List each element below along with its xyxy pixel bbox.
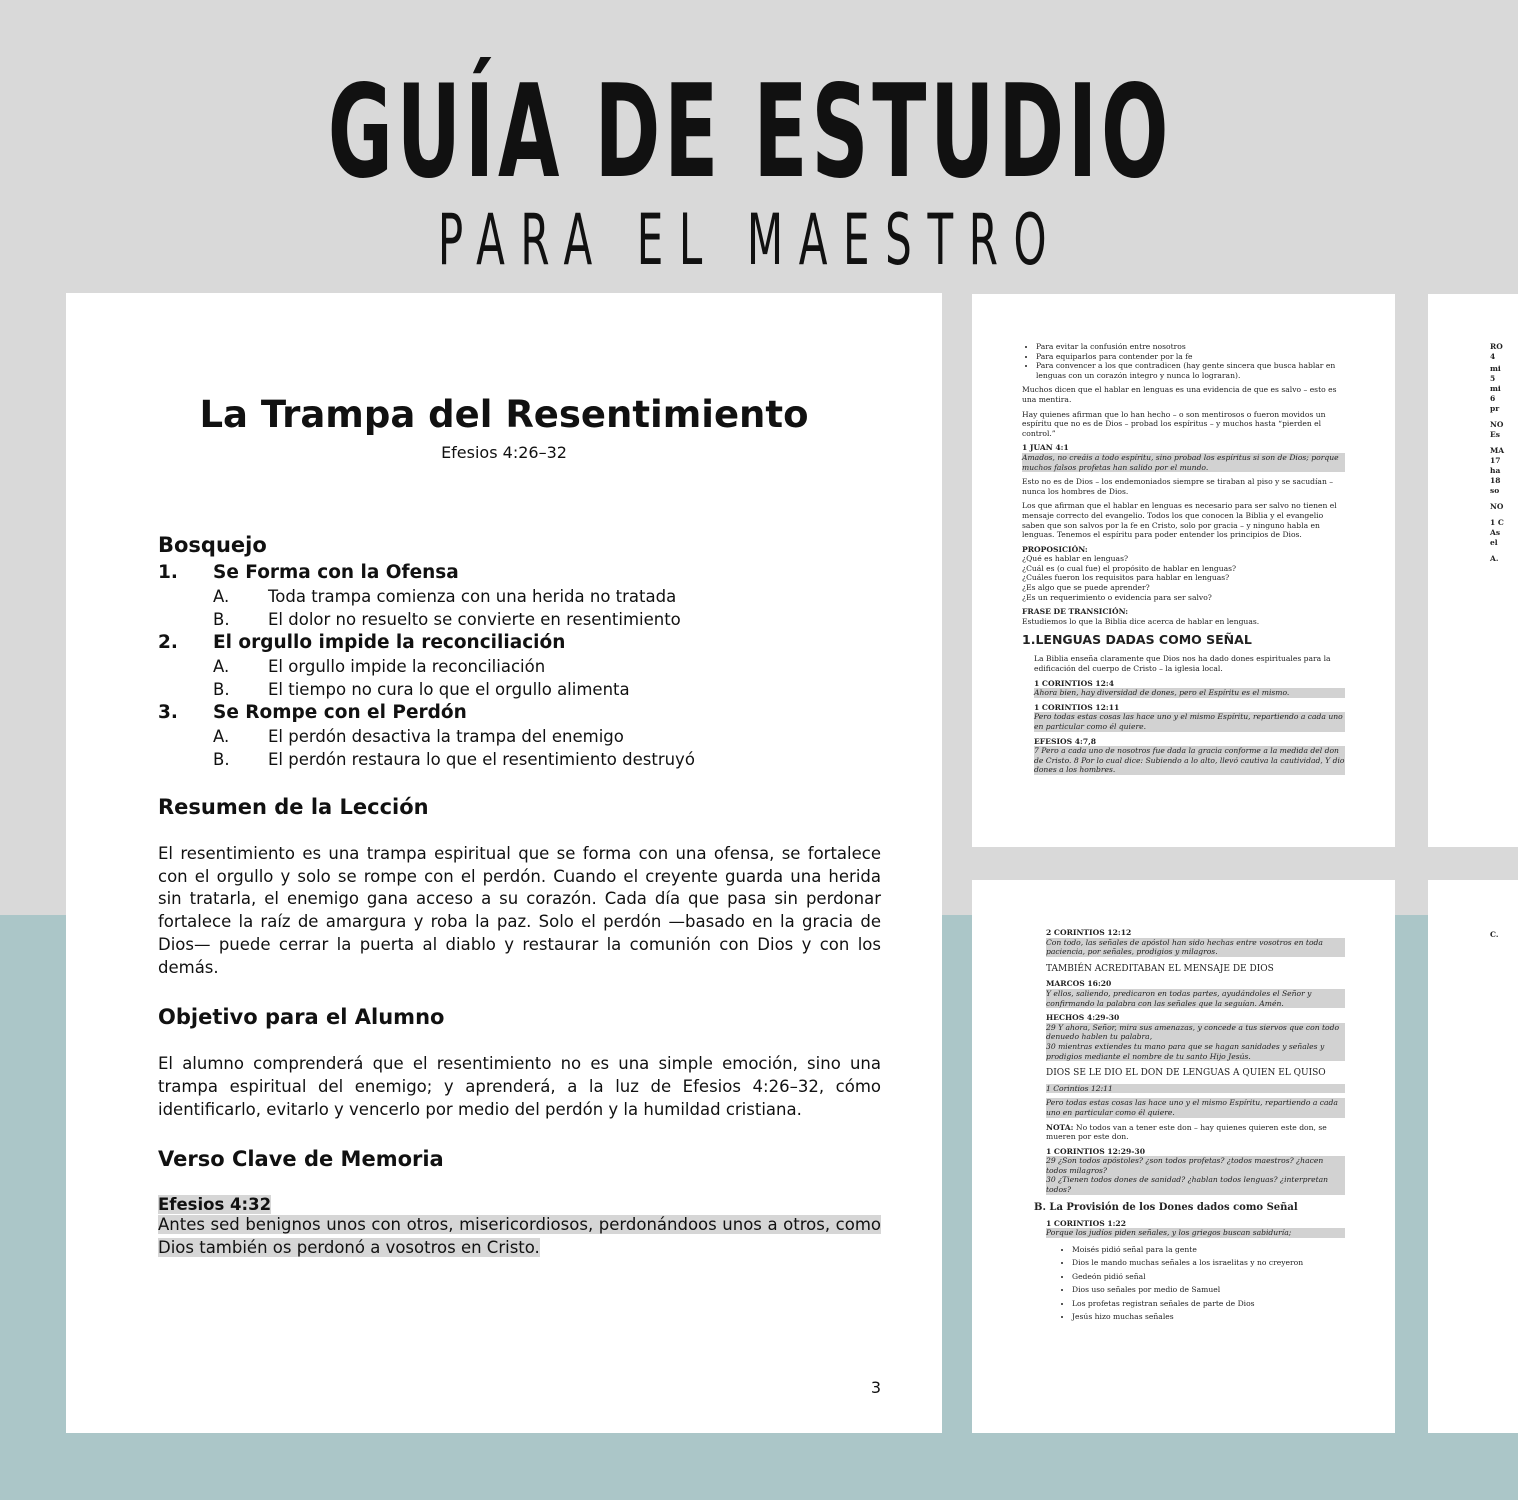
page3-verse1: Con todo, las señales de apóstol han sido hechas entre vosotros en toda paciencia, por señales, prodigios y milagros. [1046, 938, 1345, 957]
outline-subitem-text: Toda trampa comienza con una herida no tratada [268, 587, 677, 606]
outline-item-number: 3. [158, 702, 178, 723]
verse-text [158, 1214, 881, 1259]
page3-note-label: NOTA: [1046, 1122, 1074, 1132]
page3-ref6: 1 CORINTIOS 1:22 [1046, 1218, 1126, 1228]
outline-subitem-text: El orgullo impide la reconciliación [268, 657, 546, 676]
page3-verse5b: 30 ¿Tienen todos dones de sanidad? ¿hablan todos lenguas? ¿interpretan todos? [1046, 1175, 1345, 1194]
page2-section-heading: 1.LENGUAS DADAS COMO SEÑAL [1022, 632, 1252, 648]
page3-verse3a: 29 Y ahora, Señor, mira sus amenazas, y concede a tus siervos que con todo denuedo hablen tu palabra, [1046, 1023, 1345, 1042]
page4-fragment: ha [1490, 466, 1501, 475]
objective-heading: Objetivo para el Alumno [158, 1005, 445, 1030]
lesson-title: La Trampa del Resentimiento [199, 393, 809, 436]
lesson-reference: Efesios 4:26–32 [441, 443, 567, 462]
page2-prop-line: ¿Es algo que se puede aprender? [1022, 583, 1150, 593]
outline-subitem [158, 725, 881, 748]
page4-fragment: so [1490, 486, 1500, 495]
page4-fragment: el [1490, 538, 1498, 547]
page2-bullet: • Para equiparlos para contender por la fe [1036, 352, 1345, 362]
page3-bullet: • Moisés pidió señal para la gente [1072, 1243, 1345, 1257]
page2-para3: Esto no es de Dios – los endemoniados siempre se tiraban al piso y se sacudían – nunca los hombres de Dios. [1022, 477, 1334, 496]
outline-item [158, 631, 881, 655]
page4-fragment: mi [1490, 364, 1501, 373]
preview-page-2 [972, 294, 1395, 847]
outline-subitem [158, 655, 881, 678]
page2-section-body [1022, 654, 1345, 775]
page4-fragment: 6 [1490, 394, 1496, 403]
outline-subitem-text: El perdón restaura lo que el resentimiento destruyó [268, 750, 695, 769]
outline-subitem-letter: A. [213, 587, 230, 606]
page4-fragment: 4 [1490, 352, 1496, 361]
page2-para2: Hay quienes afirman que lo han hecho – o son mentirosos o fueron movidos un espíritu que no es de Dios – probad los espíritus – y muchos hasta “pierden el control.” [1022, 409, 1326, 438]
outline-subitem [158, 608, 881, 631]
outline-subitem-text: El perdón desactiva la trampa del enemigo [268, 727, 624, 746]
page3-bullets [1046, 1243, 1345, 1324]
page2-prop-line: ¿Qué es hablar en lenguas? [1022, 554, 1129, 564]
page4-fragment: mi [1490, 384, 1501, 393]
summary-heading: Resumen de la Lección [158, 795, 429, 819]
page3-content [1034, 928, 1345, 1329]
page2-para1: Muchos dicen que el hablar en lenguas es una evidencia de que es salvo – esto es una mentira. [1022, 385, 1337, 404]
page2-bullet: • Para convencer a los que contradicen (hay gente sincera que busca hablar en lenguas con un corazón integro y nunca lo lograran). [1036, 361, 1345, 380]
summary-text: El resentimiento es una trampa espiritual que se forma con una ofensa, se fortalece con el orgullo y solo se rompe con el perdón. Cuando el creyente guarda una herida sin tratarla, el enemigo gana acceso a su corazón. Cada día que pasa sin perdonar fortalece la raíz de amargura y roba la paz. Solo el perdón —basado en la gracia de Dios— puede cerrar la puerta al diablo y restaurar la comunión con Dios y con los demás. [158, 844, 881, 977]
page3-verse2: Y ellos, saliendo, predicaron en todas partes, ayudándoles el Señor y confirmando la palabra con las señales que la seguían. Amén. [1046, 989, 1345, 1008]
page3-bullet: • Gedeón pidió señal [1072, 1270, 1345, 1284]
page4-fragment: 17 [1490, 456, 1501, 465]
page3-bullet: • Dios le mando muchas señales a los israelitas y no creyeron [1072, 1256, 1345, 1270]
outline-item-label: Se Rompe con el Perdón [213, 702, 467, 723]
page3-verse4: Pero todas estas cosas las hace uno y el mismo Espíritu, repartiendo a cada uno en particular como él quiere. [1046, 1098, 1345, 1117]
page3-heading1: TAMBIÉN ACREDITABAN EL MENSAJE DE DIOS [1046, 963, 1274, 974]
page2-section-text: La Biblia enseña claramente que Dios nos ha dado dones espirituales para la edificación del cuerpo de Cristo – la iglesia local. [1034, 654, 1331, 674]
page5-fragment: C. [1490, 930, 1499, 939]
verse-heading: Verso Clave de Memoria [158, 1147, 444, 1172]
page2-content [1022, 342, 1345, 780]
page3-ref2: MARCOS 16:20 [1046, 979, 1112, 989]
page4-fragment: pr [1490, 404, 1500, 413]
outline-item-label: Se Forma con la Ofensa [213, 562, 459, 583]
outline-subitem-letter: B. [213, 610, 230, 629]
page4-fragment: MA [1490, 446, 1505, 455]
page2-prop-line: ¿Cuáles fueron los requisitos para hablar en lenguas? [1022, 573, 1230, 583]
page2-verse4: 7 Pero a cada uno de nosotros fue dada la gracia conforme a la medida del don de Cristo. 8 Por lo cual dice: Subiendo a lo alto, llevó cautiva la cautividad, Y dio dones a los hombres. [1034, 746, 1345, 775]
page2-ref2: 1 CORINTIOS 12:4 [1034, 678, 1114, 688]
page3-note-text: No todos van a tener este don – hay quienes quieren este don, se mueren por este don. [1046, 1122, 1327, 1142]
page4-fragment: Es [1490, 430, 1500, 439]
page2-prop-lines [1022, 554, 1345, 602]
page3-ref5: 1 CORINTIOS 12:29-30 [1046, 1146, 1145, 1156]
header-subtitle: PARA EL MAESTRO [437, 199, 1063, 281]
page3-note [1046, 1123, 1345, 1142]
page2-prop-line: ¿Cuál es (o cual fue) el propósito de hablar en lenguas? [1022, 563, 1237, 573]
preview-page-4-partial [1428, 294, 1518, 847]
page3-section-heading: B. La Provisión de los Dones dados como Señal [1034, 1201, 1298, 1213]
page3-ref1: 2 CORINTIOS 12:12 [1046, 928, 1132, 937]
outline-item-number: 1. [158, 562, 178, 583]
objective-text: El alumno comprenderá que el resentimiento no es una simple emoción, sino una trampa espiritual del enemigo; y aprenderá, a la luz de Efesios 4:26–32, cómo identificarlo, evitarlo y vencerlo por medio del perdón y la humildad cristiana. [158, 1054, 881, 1119]
page4-fragment: 18 [1490, 476, 1501, 485]
page3-ref3: HECHOS 4:29-30 [1046, 1013, 1120, 1023]
page2-trans-text: Estudiemos lo que la Biblia dice acerca de hablar en lenguas. [1022, 616, 1260, 626]
page2-ref1: 1 JUAN 4:1 [1022, 443, 1069, 453]
page4-fragment: 1 C [1490, 518, 1504, 527]
outline-subitem-letter: B. [213, 750, 230, 769]
page2-ref3: 1 CORINTIOS 12:11 [1034, 702, 1120, 712]
outline-subitem-text: El tiempo no cura lo que el orgullo alimenta [268, 680, 630, 699]
page4-fragment: NO [1490, 420, 1504, 429]
outline-item [158, 701, 881, 725]
page2-verse3: Pero todas estas cosas las hace uno y el mismo Espíritu, repartiendo a cada uno en particular como él quiere. [1034, 712, 1345, 731]
header-title: GUÍA DE ESTUDIO [327, 58, 1173, 207]
page4-fragment: As [1490, 528, 1501, 537]
page2-bullet: • Para evitar la confusión entre nosotros [1036, 342, 1345, 352]
verse-text-highlight: Antes sed benignos unos con otros, misericordiosos, perdonándoos unos a otros, como Dios también os perdonó a vosotros en Cristo. [158, 1215, 881, 1258]
page3-heading2: DIOS SE LE DIO EL DON DE LENGUAS A QUIEN EL QUISO [1046, 1068, 1326, 1079]
outline-subitem-letter: B. [213, 680, 230, 699]
main-page [66, 293, 942, 1433]
outline-list [158, 561, 881, 771]
page2-prop-label: PROPOSICIÓN: [1022, 544, 1088, 554]
page4-fragment: NO [1490, 502, 1504, 511]
preview-page-3 [972, 880, 1395, 1433]
outline-subitem [158, 585, 881, 608]
verse-reference: Efesios 4:32 [158, 1195, 272, 1215]
outline-item [158, 561, 881, 585]
outline-item-label: El orgullo impide la reconciliación [213, 632, 566, 653]
page2-verse1: Amados, no creáis a todo espíritu, sino probad los espíritus si son de Dios; porque muchos falsos profetas han salido por el mundo. [1022, 453, 1345, 472]
page4-fragment: A. [1490, 554, 1499, 563]
page3-bullet: • Jesús hizo muchas señales [1072, 1310, 1345, 1324]
outline-item-number: 2. [158, 632, 178, 653]
page3-bullet: • Dios uso señales por medio de Samuel [1072, 1283, 1345, 1297]
outline-subitem-text: El dolor no resuelto se convierte en resentimiento [268, 610, 681, 629]
page3-verse5a: 29 ¿Son todos apóstoles? ¿son todos profetas? ¿todos maestros? ¿hacen todos milagros? [1046, 1156, 1345, 1175]
page3-verse6: Porque los judíos piden señales, y los griegos buscan sabiduría; [1046, 1228, 1345, 1238]
page4-fragment: 5 [1490, 374, 1496, 383]
outline-subitem-letter: A. [213, 657, 230, 676]
outline-subitem [158, 678, 881, 701]
outline-heading: Bosquejo [158, 533, 267, 557]
page2-trans-label: FRASE DE TRANSICIÓN: [1022, 607, 1129, 617]
page3-ref4: 1 Corintios 12:11 [1046, 1084, 1345, 1094]
outline-subitem-letter: A. [213, 727, 230, 746]
page2-bullets [1022, 342, 1345, 380]
page3-verse3b: 30 mientras extiendes tu mano para que se hagan sanidades y señales y prodigios mediante el nombre de tu santo Hijo Jesús. [1046, 1042, 1345, 1061]
outline-subitem [158, 748, 881, 771]
page4-fragment: RO [1490, 342, 1503, 351]
page2-prop-line: ¿Es un requerimiento o evidencia para ser salvo? [1022, 592, 1212, 602]
page2-ref4: EFESIOS 4:7,8 [1034, 736, 1097, 746]
page-number: 3 [870, 1378, 881, 1397]
lesson-body [158, 533, 881, 1260]
page2-para4: Los que afirman que el hablar en lenguas es necesario para ser salvo no tienen el mensaje correcto del evangelio. Todos los que conocen la Biblia y el evangelio saben que son salvos por la fe en Cristo, solo por gracia – y ninguno habla en lenguas. Tenemos el espíritu para poder entender los principios de Dios. [1022, 501, 1337, 540]
page3-bullet: • Los profetas registran señales de parte de Dios [1072, 1297, 1345, 1311]
preview-page-5-partial [1428, 880, 1518, 1433]
page2-verse2: Ahora bien, hay diversidad de dones, pero el Espíritu es el mismo. [1034, 688, 1345, 698]
